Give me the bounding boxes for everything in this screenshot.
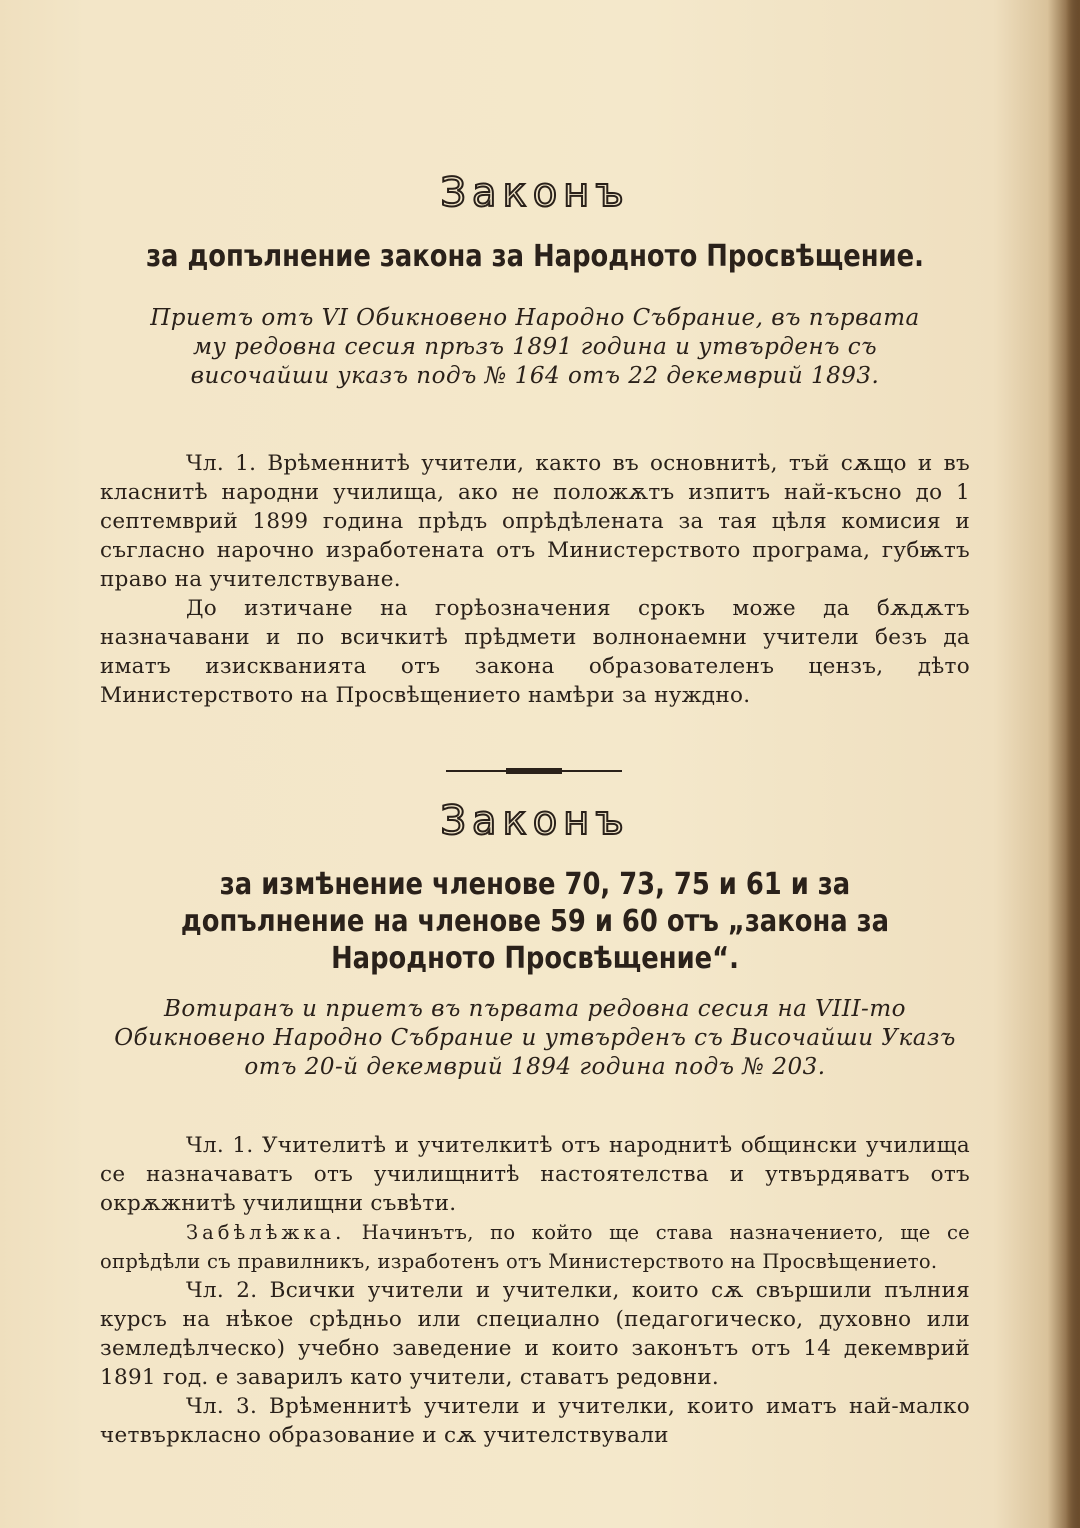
law2-enactment-note: Вотиранъ и приетъ въ първата редовна сесия на VIII-то Обикновено Народно Събрание и утвърденъ съ Височайши Указъ отъ 20-й декемврий 1894 година подъ № 203. [114,996,956,1080]
law2-article-1: Чл. 1. Учителитѣ и учителкитѣ отъ народнитѣ общински училища се назначаватъ отъ училищнитѣ настоятелства и утвърдяватъ отъ окрѫжнитѣ училищни съвѣти. [100,1133,970,1216]
section-divider [446,768,622,774]
law1-body [100,449,970,710]
law1-paragraph-2: До изтичане на горѣозначения срокъ може да бѫдѫтъ назначавани и по всичкитѣ прѣдмети волнонаемни учители безъ да иматъ изискванията отъ закона образователенъ цензъ, дѣто Министерството на Просвѣщението намѣри за нуждно. [100,596,970,708]
law1-article-1: Чл. 1. Врѣменнитѣ учители, както въ основнитѣ, тъй сѫщо и въ класнитѣ народни училища, ако не положѫтъ изпитъ най-късно до 1 септемврий 1899 година прѣдъ опрѣдѣлената за тая цѣля комисия и съгласно нарочно изработената отъ Министерството програма, губѭтъ право на учителствуване. [100,451,970,592]
law1-enactment-note: Приетъ отъ VI Обикновено Народно Събрание, въ първата му редовна сесия прѣзъ 1891 година и утвърденъ съ височайши указъ подъ № 164 отъ 22 декемврий 1893. [150,305,920,389]
law2-subtitle: за измѣнение членове 70, 73, 75 и 61 и за допълнение на членове 59 и 60 отъ „закона за Народното Просвѣщение“. [180,867,890,976]
law2-remark [100,1218,970,1276]
page-edge-shadow [1066,0,1080,1528]
law1-title: Законъ [440,170,630,216]
law2-body [100,1131,970,1450]
remark-label: Забѣлѣжка. [186,1221,346,1244]
remark-text: Начинътъ, по който ще става назначението, ще се опрѣдѣли съ правилникъ, изработенъ отъ Министерството на Просвѣщението. [100,1221,970,1273]
law1-subtitle: за допълнение закона за Народното Просвѣщение. [146,239,924,274]
law2-title: Законъ [440,798,630,844]
law2-article-3: Чл. 3. Врѣменнитѣ учители и учителки, които иматъ най-малко четвъркласно образование и сѫ учителствували [100,1394,970,1448]
law2-article-2: Чл. 2. Всички учители и учителки, които сѫ свършили пълния курсъ на нѣкое срѣдньо или специално (педагогическо, духовно или земледѣлческо) учебно заведение и които законътъ отъ 14 декемврий 1891 год. е заварилъ като учители, ставатъ редовни. [100,1278,970,1390]
